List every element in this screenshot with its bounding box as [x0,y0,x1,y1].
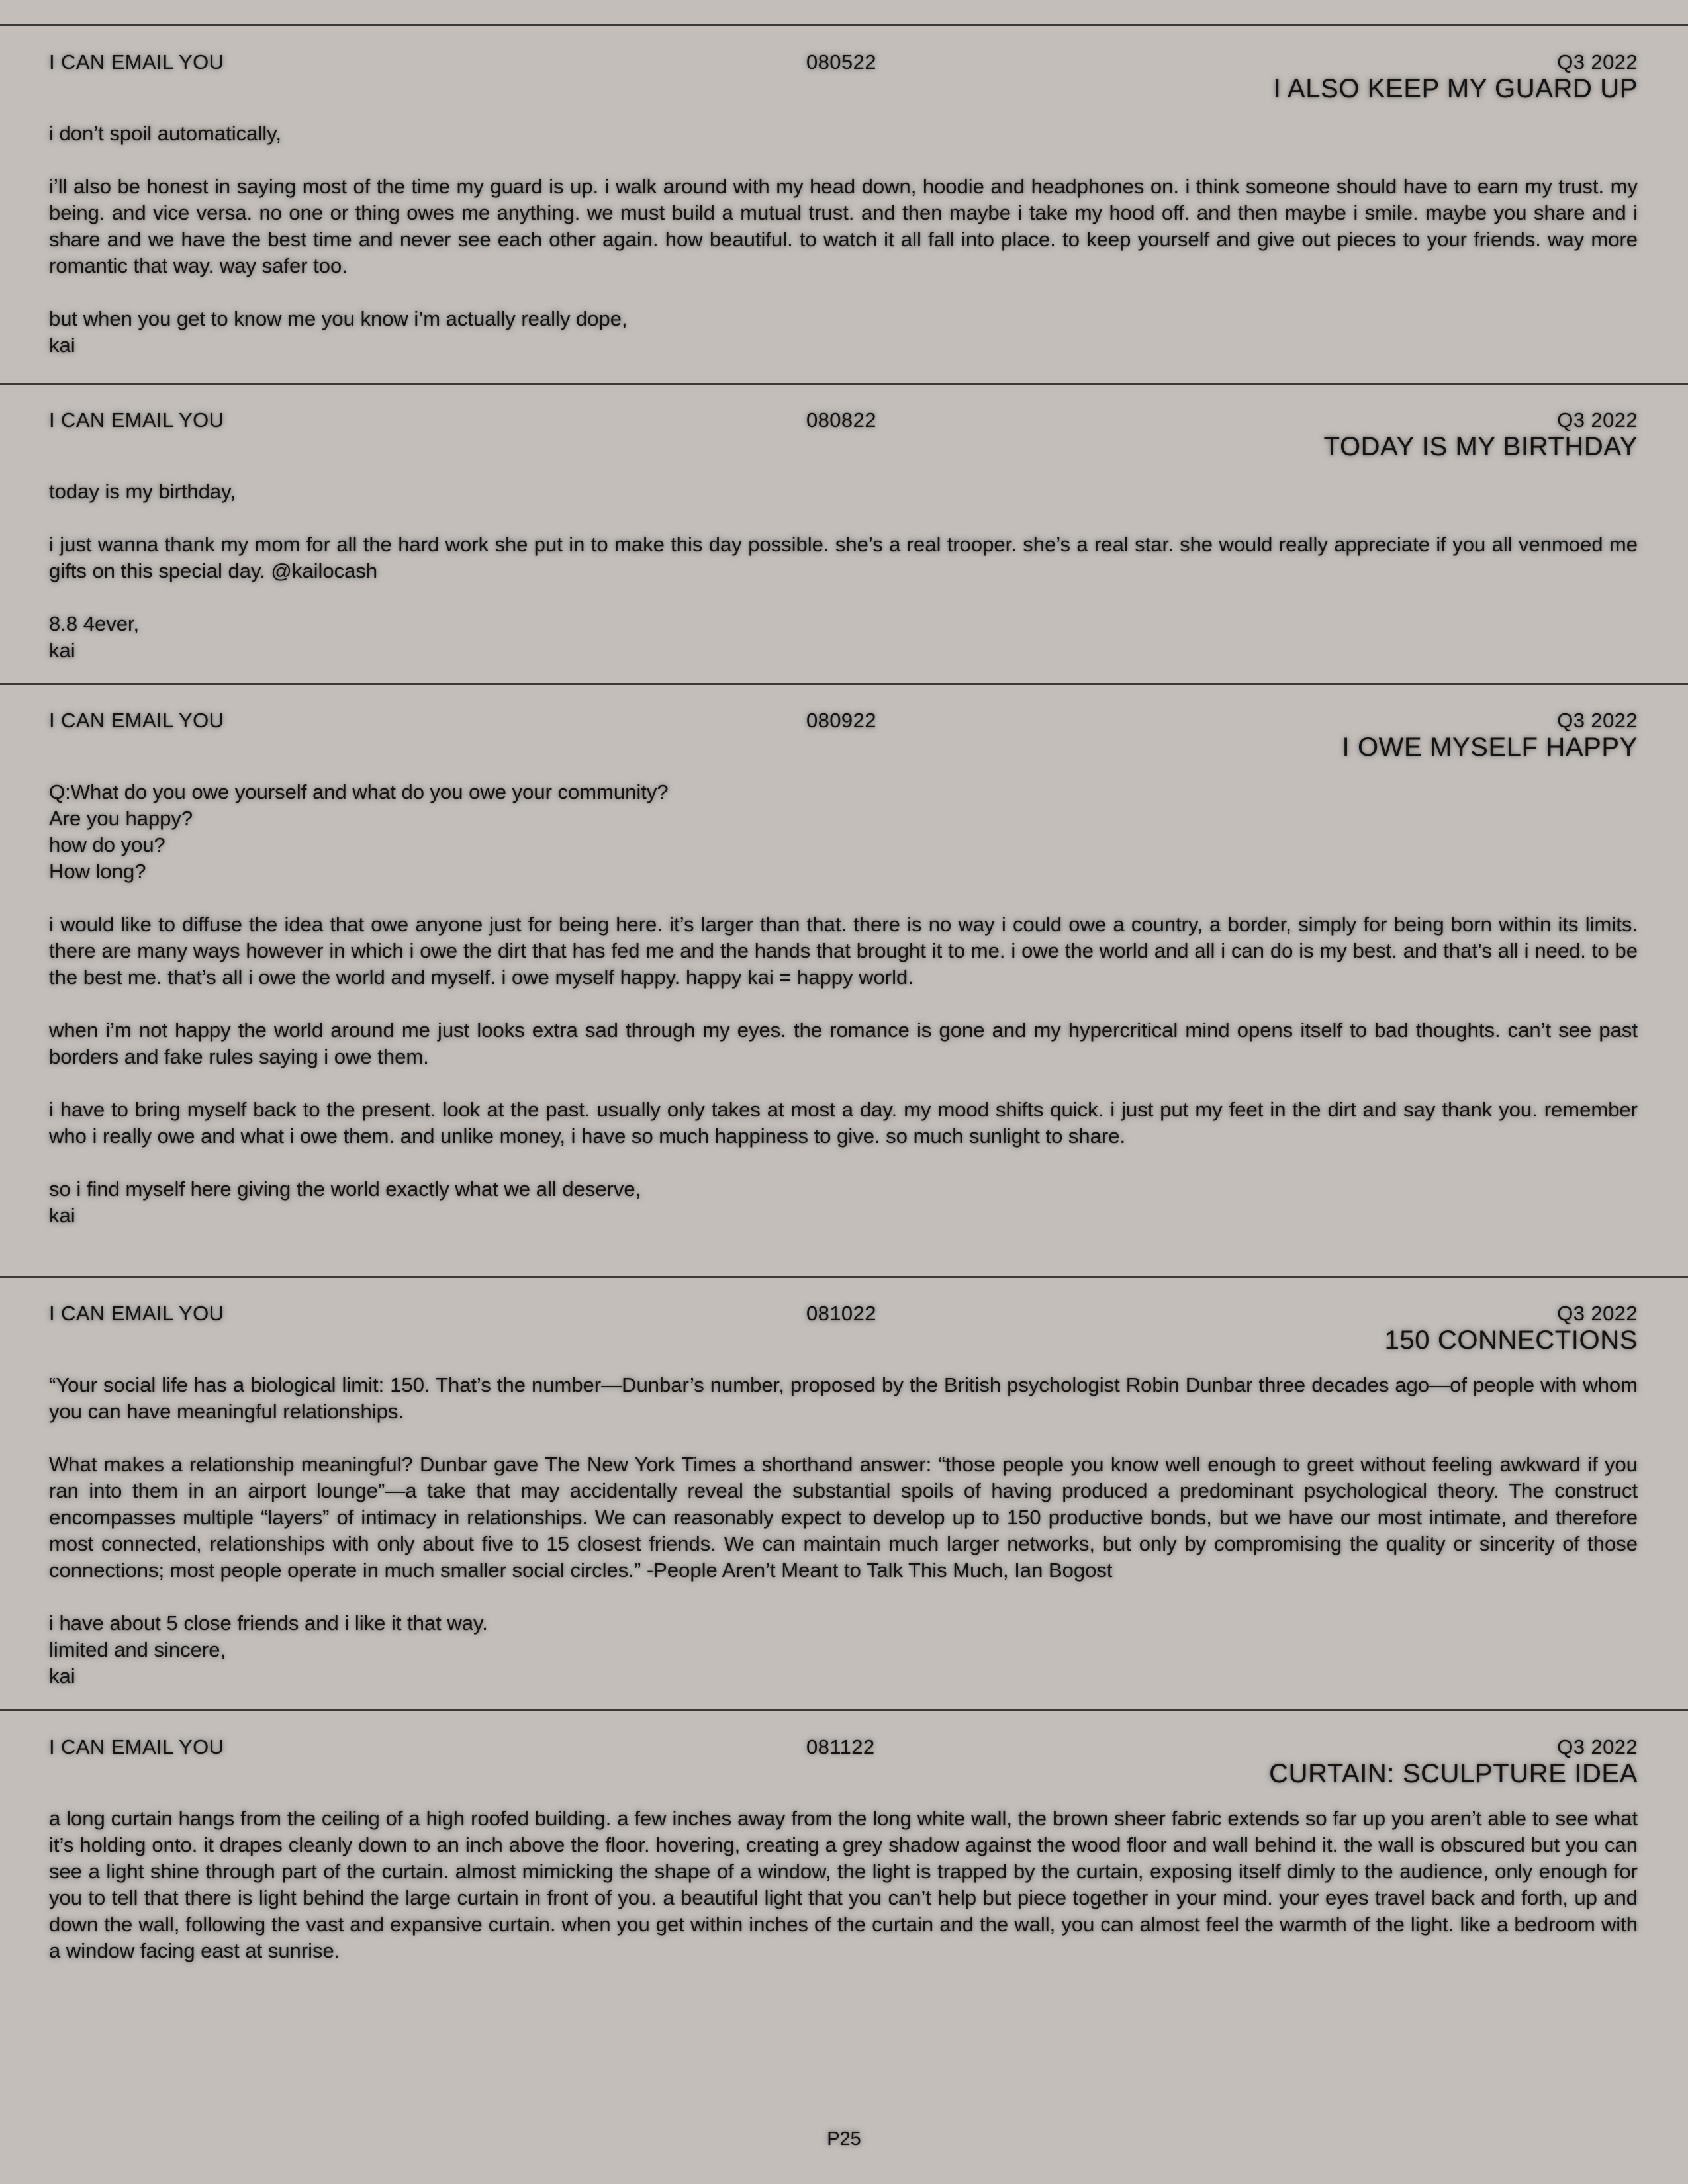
entry-body [49,1372,1638,1690]
text-line: i have about 5 close friends and i like it that way. [49,1612,488,1635]
publication-label: I CAN EMAIL YOU [49,408,224,432]
text-line: i have to bring myself back to the present. look at the past. usually only takes at most a day. my mood shifts quick. i just put my feet in the dirt and say thank you. remember who i really owe and what i owe them. and unlike money, i have so much happiness to give. so much sunlight to share. [49,1098,1638,1148]
quarter-label: Q3 2022 [1557,408,1638,432]
entry-title: I OWE MYSELF HAPPY [1342,733,1638,762]
entry-title: TODAY IS MY BIRTHDAY [1323,432,1638,461]
entry-body [49,478,1638,664]
text-line: i just wanna thank my mom for all the hard work she put in to make this day possible. she’s a real trooper. she’s a real star. she would really appreciate if you all venmoed me gifts on this special day. @kailocash [49,533,1638,582]
signature: kai [49,334,75,357]
quarter-label: Q3 2022 [1557,50,1638,73]
entry-081022 [0,1276,1688,1711]
entry-title: 150 CONNECTIONS [1384,1326,1638,1355]
entry-title: CURTAIN: SCULPTURE IDEA [1269,1759,1638,1788]
paragraph [49,173,1638,279]
text-line: i’ll also be honest in saying most of the time my guard is up. i walk around with my head down, hoodie and headphones on. i think someone should have to earn my trust. my being. and vice versa. no one or thing owes me anything. we must build a mutual trust. and then maybe i take my hood off. and then maybe i smile. maybe you share and i share and we have the best time and never see each other again. how beautiful. to watch it all fall into place. to keep yourself and give out pieces to your friends. way more romantic that way. way safer too. [49,175,1638,277]
entry-081122 [0,1709,1688,2107]
text-line: a long curtain hangs from the ceiling of a high roofed building. a few inches away from the long white wall, the brown sheer fabric extends so far up you aren’t able to see what it’s holding onto. it drapes cleanly down to an inch above the floor. hovering, creating a grey shadow against the wood floor and wall behind it. the wall is obscured but you can see a light shine through part of the curtain. almost mimicking the shape of a window, the light is trapped by the curtain, exposing itself dimly to the audience, only enough for you to tell that there is light behind the large curtain in front of you. a beautiful light that you can’t help but piece together in your mind. your eyes travel back and forth, up and down the wall, following the vast and expansive curtain. when you get within inches of the curtain and the wall, you can almost feel the warmth of the light. like a bedroom with a window facing east at sunrise. [49,1807,1638,1962]
text-line: “Your social life has a biological limit: 150. That’s the number—Dunbar’s number, proposed by the British psychologist Robin Dunbar three decades ago—of people with whom you can have meaningful relationships. [49,1373,1638,1423]
text-line: Q:What do you owe yourself and what do you owe your community? [49,780,669,803]
publication-label: I CAN EMAIL YOU [49,1735,224,1758]
signature: kai [49,1664,75,1688]
signature: kai [49,639,75,662]
paragraph [49,1176,1638,1229]
entry-body [49,779,1638,1229]
entry-body [49,1805,1638,1964]
paragraph [49,1610,1638,1690]
paragraph [49,1017,1638,1070]
signature: kai [49,1204,75,1227]
page-number: P25 [827,2128,861,2150]
paragraph [49,911,1638,991]
publication-label: I CAN EMAIL YOU [49,50,224,73]
entry-080822 [0,383,1688,684]
paragraph [49,478,1638,505]
date-code: 080522 [806,50,876,73]
publication-label: I CAN EMAIL YOU [49,1302,224,1325]
entry-body [49,120,1638,359]
paragraph [49,611,1638,664]
date-code: 081122 [806,1735,875,1758]
text-line: when i’m not happy the world around me just looks extra sad through my eyes. the romance is gone and my hypercritical mind opens itself to bad thoughts. can’t see past borders and fake rules saying i owe them. [49,1019,1638,1068]
paragraph [49,306,1638,359]
date-code: 080922 [806,709,876,732]
text-line: How long? [49,860,146,883]
text-line: i don’t spoil automatically, [49,122,281,145]
paragraph [49,531,1638,584]
paragraph [49,1805,1638,1964]
date-code: 081022 [806,1302,876,1325]
text-line: What makes a relationship meaningful? Dunbar gave The New York Times a shorthand answer: “those people you know well enough to greet without feeling awkward if you ran into them in an airport lounge”—a take that may accidentally reveal the substantial spoils of having produced a predominant psychological theory. The construct encompasses multiple “layers” of intimacy in relationships. We can reasonably expect to develop up to 150 productive bonds, but we have our most intimate, and therefore most connected, relationships with only about five to 15 closest friends. We can maintain much larger networks, but only by compromising the quality or sincerity of those connections; most people operate in much smaller social circles.” -People Aren’t Meant to Talk This Much, Ian Bogost [49,1453,1638,1582]
entry-title: I ALSO KEEP MY GUARD UP [1273,74,1638,103]
text-line: how do you? [49,833,165,856]
text-line: limited and sincere, [49,1638,226,1661]
text-line: 8.8 4ever, [49,612,140,635]
quarter-label: Q3 2022 [1557,1735,1638,1758]
quarter-label: Q3 2022 [1557,709,1638,732]
paragraph [49,779,1638,885]
paragraph [49,1372,1638,1425]
paragraph [49,1097,1638,1150]
publication-label: I CAN EMAIL YOU [49,709,224,732]
entry-080522 [0,24,1688,384]
text-line: today is my birthday, [49,480,236,503]
date-code: 080822 [806,408,876,432]
text-line: Are you happy? [49,807,193,830]
paragraph [49,120,1638,147]
text-line: i would like to diffuse the idea that owe anyone just for being here. it’s larger than that. there is no way i could owe a country, a border, simply for being born within its limits. there are many ways however in which i owe the dirt that has fed me and the hands that brought it to me. i owe the world and all i can do is my best. and that’s all i need. to be the best me. that’s all i owe the world and myself. i owe myself happy. happy kai = happy world. [49,913,1638,989]
entry-080922 [0,683,1688,1277]
quarter-label: Q3 2022 [1557,1302,1638,1325]
text-line: so i find myself here giving the world exactly what we all deserve, [49,1177,641,1201]
text-line: but when you get to know me you know i’m actually really dope, [49,307,628,330]
paragraph [49,1451,1638,1584]
